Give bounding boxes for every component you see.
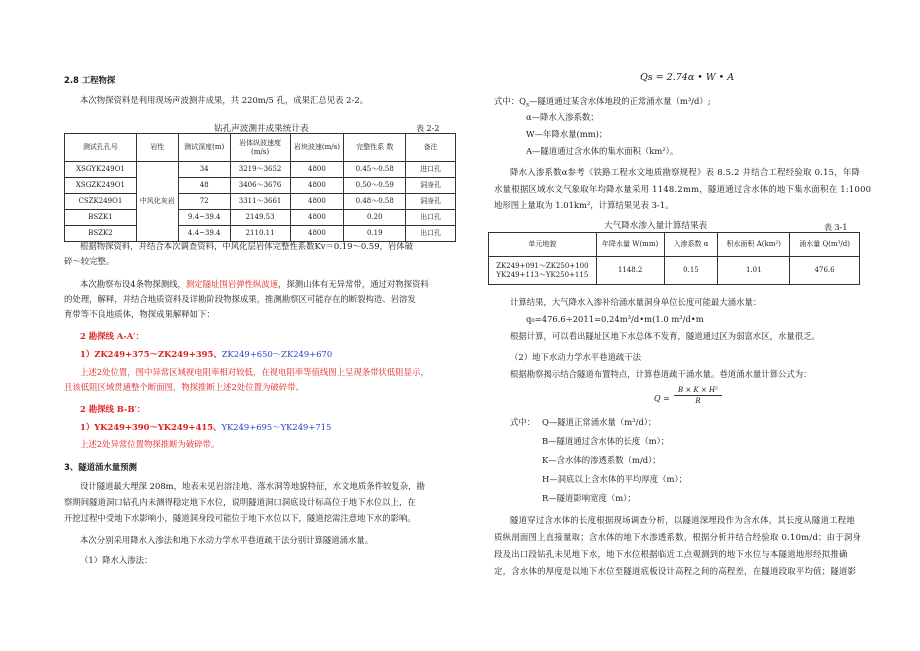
cell-depth: 72 bbox=[178, 194, 230, 210]
cell-depth: 9.4~39.4 bbox=[178, 210, 230, 226]
unit-range-2: YK249+113～YK250+115 bbox=[496, 270, 589, 279]
paragraph-tunnel-line2: 察期间隧道洞口钻孔内未测得稳定地下水位，说明隧道洞口洞底设计标高位于地下水位以上，在 bbox=[64, 497, 416, 507]
formula-drainage-lhs: Q = bbox=[654, 394, 670, 403]
cell-hole-id: BSZK2 bbox=[65, 226, 137, 242]
paragraph-parameters-line3: 段及出口段钻孔未见地下水，地下水位根据临近工点观测到的地下水位与本隧道地形经拟推确 bbox=[494, 549, 848, 559]
header-lithology: 岩性 bbox=[136, 134, 178, 162]
survey-line-b-item bbox=[64, 422, 331, 433]
paragraph-integrity-line1: 根据物探资料，并结合本次调查资料，中风化层岩体完整性系数Kv＝0.19～0.59，岩体破 bbox=[80, 241, 414, 251]
formula-2-legend-b: B—隧道通过含水体的长度（m）； bbox=[542, 436, 670, 446]
cell-infiltration-coefficient: 0.15 bbox=[664, 257, 718, 285]
cell-precipitation: 1148.2 bbox=[596, 257, 664, 285]
cell-catchment-area: 1.01 bbox=[718, 257, 790, 285]
table-2-2-number: 表 2-2 bbox=[416, 124, 440, 133]
paragraph-methods: 本次分别采用降水入渗法和地下水动力学水平巷道疏干法分别计算隧道涌水量。 bbox=[80, 535, 374, 545]
method-1-heading: （1）降水入渗法： bbox=[80, 555, 153, 565]
line-a-range-2: ZK249+650～ZK249+670 bbox=[221, 349, 333, 359]
cell-depth: 48 bbox=[178, 178, 230, 194]
paragraph-tunnel-line3: 开挖过程中受地下水影响小，隧道洞身段可能位于地下水位以下，隧道挖需注意地下水的影响。 bbox=[64, 513, 416, 523]
header-rockmass-velocity: 岩体纵波速度(m/s) bbox=[230, 134, 290, 162]
unit-range-1: ZK249+091～ZK250+100 bbox=[496, 261, 589, 270]
cell-remark: 进口孔 bbox=[406, 162, 456, 178]
method-2-heading: （2）地下水动力学水平巷道疏干法 bbox=[510, 352, 641, 362]
cell-block-velocity: 4800 bbox=[290, 162, 344, 178]
cell-integrity: 0.20 bbox=[344, 210, 406, 226]
line-a-range-1: 1）ZK249+375～ZK249+395、 bbox=[80, 349, 222, 359]
cell-block-velocity: 4800 bbox=[290, 210, 344, 226]
cell-remark: 出口孔 bbox=[406, 226, 456, 242]
formula-drainage-fraction bbox=[674, 386, 722, 405]
paragraph-unit-inflow-line1: 计算结果，大气降水入渗补给涌水量洞身单位长度可能最大涌水量： bbox=[510, 297, 762, 307]
cell-block-velocity: 4800 bbox=[290, 178, 344, 194]
paragraph-infiltration-line1: 降水入渗系数α参考《铁路工程水文地质勘察规程》表 8.5.2 并结合工程经验取 0.15，年降 bbox=[510, 167, 861, 177]
cell-unit bbox=[489, 257, 597, 285]
paragraph-infiltration-line2: 水量根据区域水文气象取年均降水量采用 1148.2mm，隧道通过含水体的地下集水面积在 1:1000 bbox=[494, 184, 872, 194]
formula-2-legend-k: K—含水体的渗透系数（m/d）； bbox=[542, 455, 661, 465]
cell-lithology: 中风化灰岩 bbox=[136, 162, 178, 242]
paragraph-parameters-line4: 定，含水体的厚度是以地下水位至隧道底板设计高程之间的高程差，在隧道段取平均值；隧道影 bbox=[494, 566, 857, 576]
table-row bbox=[65, 210, 456, 226]
cell-hole-id: XSGYK249O1 bbox=[65, 162, 137, 178]
survey-line-b-title: 2 勘探线 B-B′： bbox=[80, 404, 146, 414]
paragraph-survey-line1 bbox=[64, 279, 429, 290]
section-heading-2-8: 2.8 工程物探 bbox=[64, 75, 116, 85]
paragraph-infiltration-line3: 地形图上量取为 1.01km²，计算结果见表 3-1。 bbox=[494, 200, 674, 210]
table-row bbox=[65, 194, 456, 210]
paragraph-survey-line3: 育带等不良地质体，物探成果解释如下： bbox=[64, 309, 215, 319]
formula-1-legend-a: A—隧道通过含水体的集水面积（km²）。 bbox=[526, 146, 679, 156]
formula-2-legend-r: R—隧道影响宽度（m）； bbox=[542, 493, 636, 503]
header-depth: 测试深度(m) bbox=[178, 134, 230, 162]
header-integrity: 完整性系 数 bbox=[344, 134, 406, 162]
cell-depth: 34 bbox=[178, 162, 230, 178]
survey-line-b-desc: 上述2处异常位置物探推断为破碎带。 bbox=[80, 439, 220, 449]
table-row bbox=[489, 257, 860, 285]
table-3-1-number: 表 3-1 bbox=[824, 223, 848, 232]
table-header-row bbox=[65, 134, 456, 162]
cell-inflow: 476.6 bbox=[790, 257, 860, 285]
table-row bbox=[65, 178, 456, 194]
paragraph-unit-inflow-formula: q₀=476.6÷2011=0.24m³/d•m(1.0 m³/d•m bbox=[526, 314, 704, 324]
header-inflow: 涌水量 Q(m³/d) bbox=[790, 233, 860, 257]
paragraph-unit-inflow-conclusion: 根据计算，可以看出隧址区地下水总体不发育，隧道通过区为弱富水区，水量很乏。 bbox=[510, 331, 820, 341]
paragraph-integrity-line2: 碎～较完整。 bbox=[64, 256, 115, 266]
formula-2-legend-h: H—洞底以上含水体的平均厚度（m）； bbox=[542, 474, 688, 484]
section-heading-3: 3、隧道涌水量预测 bbox=[64, 462, 137, 472]
cell-integrity: 0.45～0.58 bbox=[344, 162, 406, 178]
paragraph-parameters-line1: 隧道穿过含水体的长度根据现场调查分析，以隧道深埋段作为含水体，其长度从隧道工程地 bbox=[510, 515, 855, 525]
survey-text: 本次勘察布设4条物探测线， bbox=[80, 279, 186, 289]
table-row bbox=[65, 226, 456, 242]
formula-2-legend-label: 式中： bbox=[510, 417, 536, 427]
header-block-velocity: 岩块波速(m/s) bbox=[290, 134, 344, 162]
cell-block-velocity: 4800 bbox=[290, 226, 344, 242]
legend-label: 式中：Q bbox=[494, 96, 526, 106]
formula-precipitation-infiltration: Qs = 2.74α • W • A bbox=[640, 72, 735, 83]
cell-rockmass-velocity: 2149.53 bbox=[230, 210, 290, 226]
table-header-row bbox=[489, 233, 860, 257]
cell-hole-id: CSZK249O1 bbox=[65, 194, 137, 210]
cell-rockmass-velocity: 3219～3652 bbox=[230, 162, 290, 178]
cell-integrity: 0.19 bbox=[344, 226, 406, 242]
cell-rockmass-velocity: 2110.11 bbox=[230, 226, 290, 242]
paragraph-method-2-intro: 根据勘察揭示结合隧道布置特点，计算巷道疏干涌水量。巷道涌水量计算公式为： bbox=[510, 369, 812, 379]
formula-1-legend-w: W—年降水量(mm)； bbox=[526, 129, 608, 139]
header-remark: 备注 bbox=[406, 134, 456, 162]
survey-text: ，探测山体有无异常带，通过对物探资料 bbox=[277, 279, 429, 289]
cell-integrity: 0.48～0.58 bbox=[344, 194, 406, 210]
paragraph-tunnel-line1: 设计隧道最大埋深 208m，地表未见岩溶洼地、落水洞等地貌特征，水文地质条件较复杂，勘 bbox=[80, 481, 425, 491]
formula-1-legend-alpha: α—降水入渗系数； bbox=[526, 112, 599, 122]
cell-remark: 洞身孔 bbox=[406, 178, 456, 194]
survey-line-a-desc-2: 且该低阻区域贯通整个断面图，物探推断上述2处位置为破碎带。 bbox=[64, 382, 304, 392]
cell-rockmass-velocity: 3311～3661 bbox=[230, 194, 290, 210]
header-precipitation: 年降水量 W(mm) bbox=[596, 233, 664, 257]
line-b-range-2: YK249+695～YK249+715 bbox=[221, 422, 332, 432]
paragraph-parameters-line2: 质纵剖面图上直接量取；含水体的地下水渗透系数，根据分析并结合经验取 0.10m/d；由于洞身 bbox=[494, 532, 862, 542]
formula-numerator: B × K × H² bbox=[674, 386, 722, 396]
formula-1-legend-q bbox=[494, 96, 711, 111]
cell-rockmass-velocity: 3406～3676 bbox=[230, 178, 290, 194]
header-infiltration-coefficient: 入渗系数 α bbox=[664, 233, 718, 257]
survey-line-a-desc-1: 上述2处位置，图中异常区域视电阻率相对较低，在视电阻率等值线图上呈现条带状低阻显示， bbox=[80, 367, 429, 377]
legend-text: —隧道通过某含水体地段的正常涌水量（m³/d）; bbox=[529, 96, 711, 106]
cell-hole-id: BSZK1 bbox=[65, 210, 137, 226]
header-unit: 单元地貌 bbox=[489, 233, 597, 257]
cell-remark: 出口孔 bbox=[406, 210, 456, 226]
cell-remark: 洞身孔 bbox=[406, 194, 456, 210]
legend-subscript: s bbox=[526, 101, 530, 109]
formula-denominator: R bbox=[695, 397, 701, 405]
formula-2-legend-q: Q—隧道正常涌水量（m³/d）； bbox=[542, 417, 657, 427]
table-2-2-caption: 钻孔声波测井成果统计表 bbox=[214, 124, 309, 134]
table-2-2 bbox=[64, 133, 456, 242]
cell-hole-id: XSGZK249O1 bbox=[65, 178, 137, 194]
header-hole-id: 测试孔孔号 bbox=[65, 134, 137, 162]
cell-depth: 4.4~39.4 bbox=[178, 226, 230, 242]
table-3-1-caption: 大气降水渗入量计算结果表 bbox=[604, 221, 708, 231]
survey-line-a-item bbox=[64, 349, 332, 360]
survey-highlight: 测定隧址围岩弹性纵波速 bbox=[185, 279, 278, 289]
table-3-1 bbox=[488, 232, 860, 285]
paragraph-acoustic-logging: 本次物探资料是利用现场声波测井成果，共 220m/5 孔，成果汇总见表 2-2。 bbox=[80, 95, 369, 105]
table-row bbox=[65, 162, 456, 178]
cell-block-velocity: 4800 bbox=[290, 194, 344, 210]
paragraph-survey-line2: 的处理，解释，并结合地质资料及详勘阶段物探成果，推测勘察区可能存在的断裂构造、岩溶发 bbox=[64, 294, 416, 304]
header-catchment-area: 积水面积 A(km²) bbox=[718, 233, 790, 257]
cell-integrity: 0.50～0.59 bbox=[344, 178, 406, 194]
line-b-range-1: 1）YK249+390～YK249+415、 bbox=[80, 422, 222, 432]
survey-line-a-title: 2 勘探线 A-A′： bbox=[80, 331, 144, 341]
